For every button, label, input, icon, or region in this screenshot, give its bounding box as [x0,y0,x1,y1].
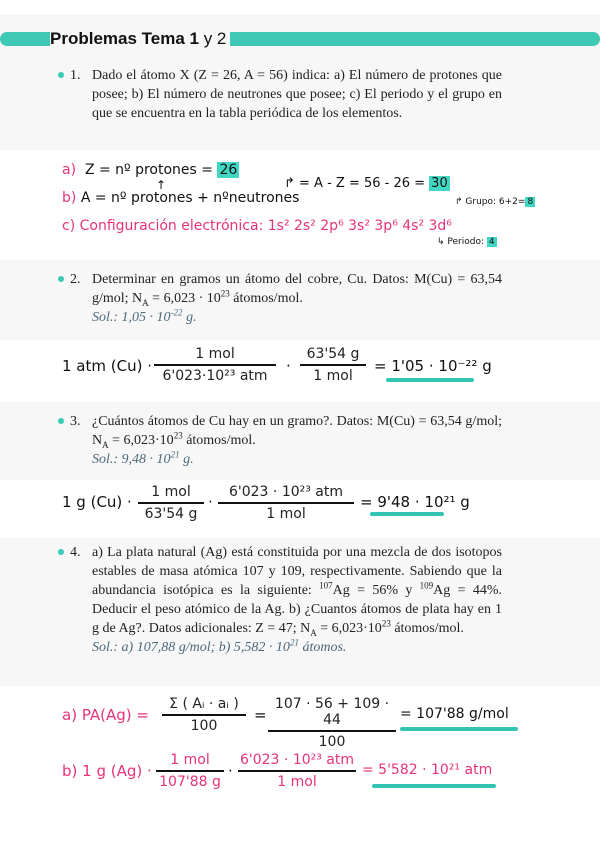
hw-p2-fraction-2: 63'54 g 1 mol [300,346,366,384]
problem-text: a) La plata natural (Ag) está constituida por una mezcla de dos isotopos estables de masa atómica 107 y 109, respectivamente. Sabiendo que la abundancia isotópica es la siguiente: $^{107}$Ag = 56% y $^{109}$Ag = 44%. Deducir el peso atómico de la Ag. b) ¿Cuantos átomos de plata hay en 1 g de Ag?. Datos adicionales: Z = 47; $N_A = 6,023\cdot 10^{23}$ átomos/mol. Sol.: a) 107,88 g/mol; b) $5,582 \cdot 10^{21}$ átomos. [92,545,502,655]
problem-number: 2. [70,272,81,287]
problem-text: Determinar en gramos un átomo del cobre, Cu. Datos: M(Cu) = 63,54 g/mol; $N_A = 6,023 \cdot 10^{23}$ átomos/mol. Sol.: $1,05 \cdot 10^{-22}$ g. [92,272,502,325]
hw-p4a-fraction-2: 107 · 56 + 109 · 44 100 [268,696,396,750]
hw-p3-left: 1 g (Cu) · [62,493,132,511]
problem-text: Dado el átomo X (Z = 26, A = 56) indica: a) El número de protones que posee; b) El número de neutrones que posee; c) El periodo y el grupo en que se encuentra en la tabla periódica de los elementos. [92,68,502,121]
problem-number: 3. [70,414,81,429]
hw-p3-fraction-1: 1 mol 63'54 g [138,484,204,522]
solution-text: Sol.: $1,05 \cdot 10^{-22}$ g. [92,307,197,325]
solution-text: Sol.: a) 107,88 g/mol; b) $5,582 \cdot 10^{21}$ átomos. [92,637,347,655]
problem-2 [62,270,502,327]
hw-p2-fraction-1: 1 mol 6'023·10²³ atm [154,346,276,384]
hw-p4a-fraction-1: Σ ( Aᵢ · aᵢ ) 100 [162,696,246,734]
bullet-dot [58,418,64,424]
hw-p4b-left: b) 1 g (Ag) · [62,762,152,780]
problem-text: ¿Cuántos átomos de Cu hay en un gramo?. Datos: M(Cu) = 63,54 g/mol; $N_A = 6,023\cdot 10^{23}$ átomos/mol. Sol.: $9,48 \cdot 10^{21}$ g. [92,414,502,467]
solution-text: Sol.: $9,48 \cdot 10^{21}$ g. [92,449,194,467]
hw-p3-fraction-2: 6'023 · 10²³ atm 1 mol [218,484,354,522]
hw-p1-c: c) Configuración electrónica: 1s² 2s² 2p⁶ 3s² 3p⁶ 4s² 3d⁶ [62,218,452,234]
hw-p3-result-underline [370,512,444,516]
hw-p4a-equals: = [254,706,267,724]
hw-p1-arrow-up: ↑ [156,178,167,192]
hw-p4b-dot: · [228,762,233,780]
hw-p4b-fraction-1: 1 mol 107'88 g [156,752,224,790]
hw-p1-b-calc: ↱ = A - Z = 56 - 26 = 30 [284,176,448,191]
hw-p2-dot: · [286,357,291,375]
problem-number: 1. [70,68,81,83]
hw-p4a-result-underline [400,727,518,731]
bullet-dot [58,276,64,282]
hw-p1-grupo: ↱ Grupo: 6+2= 8 [455,197,534,207]
hw-p1-b-value: 30 [431,176,448,191]
hw-p1-b: b) A = nº protones + nºneutrones [62,190,300,206]
hw-p1-a: a) Z = nº protones = 26 [62,162,238,178]
hw-p4b-result-underline [372,784,496,788]
hw-p3-dot: · [208,493,213,511]
page-title: Problemas Tema 1 y 2 [50,29,230,49]
hw-p4b-fraction-2: 6'023 · 10²³ atm 1 mol [239,752,355,790]
hw-p4a-left: a) PA(Ag) = [62,706,149,724]
problem-1 [62,66,502,123]
hw-p2-left: 1 atm (Cu) · [62,357,152,375]
problem-3 [62,412,502,469]
problem-4 [62,543,502,657]
hw-p3-result: = 9'48 · 10²¹ g [360,493,470,511]
hw-p2-result-underline [386,378,474,382]
hw-p4a-result: = 107'88 g/mol [400,706,509,722]
bullet-dot [58,549,64,555]
bullet-dot [58,72,64,78]
problem-number: 4. [70,545,81,560]
hw-p4b-result: = 5'582 · 10²¹ atm [362,762,493,778]
hw-p2-result: = 1'05 · 10⁻²² g [374,357,492,375]
hw-p1-periodo: ↳ Periodo: 4 [437,237,495,247]
hw-p1-a-value: 26 [219,162,238,178]
